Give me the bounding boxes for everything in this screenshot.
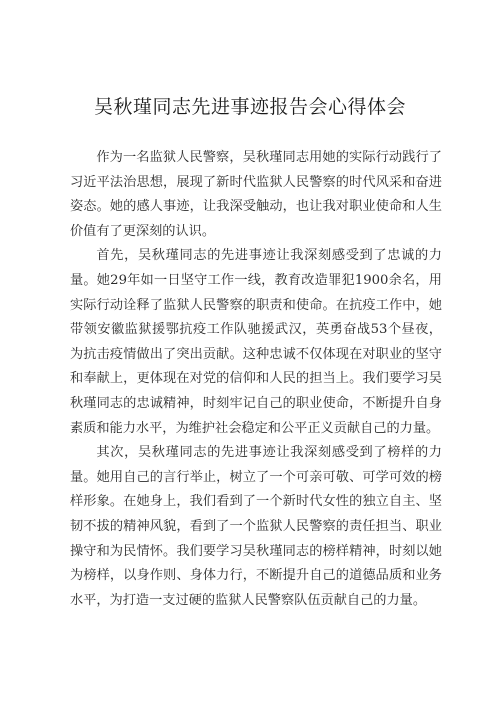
- document-title: 吴秋瑾同志先进事迹报告会心得体会: [93, 96, 406, 118]
- document-body: [70, 146, 442, 613]
- paragraph-intro: 作为一名监狱人民警察，吴秋瑾同志用她的实际行动践行了习近平法治思想，展现了新时代监狱人民警察的时代风采和奋进姿态。她的感人事迹，让我深受触动，也让我对职业使命和人生价值有了更深刻的认识。: [70, 150, 442, 239]
- paragraph-role-model: 其次，吴秋瑾同志的先进事迹让我深刻感受到了榜样的力量。她用自己的言行举止，树立了一个可亲可敬、可学可效的榜样形象。在她身上，我们看到了一个新时代女性的独立自主、坚韧不拔的精神风貌，看到了一个监狱人民警察的责任担当、职业操守和为民情怀。我们要学习吴秋瑾同志的榜样精神，时刻以她为榜样，以身作则、身体力行，不断提升自己的道德品质和业务水平，为打造一支过硬的监狱人民警察队伍贡献自己的力量。: [70, 445, 442, 608]
- paragraph-loyalty: 首先，吴秋瑾同志的先进事迹让我深刻感受到了忠诚的力量。她29年如一日坚守工作一线，教育改造罪犯1900余名，用实际行动诠释了监狱人民警察的职责和使命。在抗疫工作中，她带领安徽监狱援鄂抗疫工作队驰援武汉，英勇奋战53个昼夜，为抗击疫情做出了突出贡献。这种忠诚不仅体现在对职业的坚守和奉献上，更体现在对党的信仰和人民的担当上。我们要学习吴秋瑾同志的忠诚精神，时刻牢记自己的职业使命，不断提升自身素质和能力水平，为维护社会稳定和公平正义贡献自己的力量。: [70, 248, 442, 436]
